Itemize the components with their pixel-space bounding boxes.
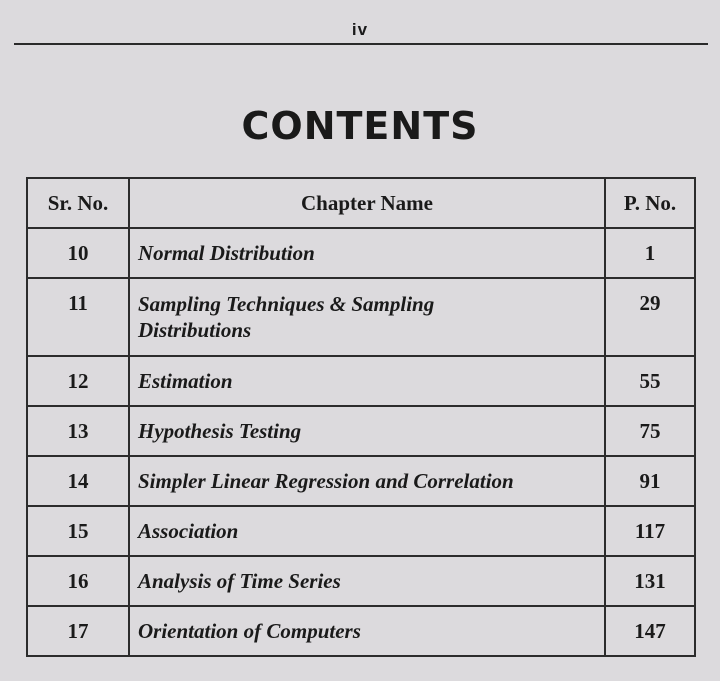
page-no-cell: 75 bbox=[605, 406, 695, 456]
column-header-sr-no: Sr. No. bbox=[27, 178, 129, 228]
chapter-name-cell: Normal Distribution bbox=[129, 228, 605, 278]
table-row bbox=[27, 506, 695, 556]
sr-no-cell: 16 bbox=[27, 556, 129, 606]
table-row bbox=[27, 228, 695, 278]
table-row bbox=[27, 278, 695, 356]
page-number: iv bbox=[351, 20, 369, 39]
sr-no-cell: 11 bbox=[27, 278, 129, 356]
table-row bbox=[27, 406, 695, 456]
chapter-name-cell: Sampling Techniques & Sampling Distributions bbox=[129, 278, 605, 356]
chapter-name-cell: Analysis of Time Series bbox=[129, 556, 605, 606]
chapter-name-cell: Simpler Linear Regression and Correlation bbox=[129, 456, 605, 506]
chapter-name-cell: Association bbox=[129, 506, 605, 556]
page-no-cell: 117 bbox=[605, 506, 695, 556]
page-no-cell: 131 bbox=[605, 556, 695, 606]
sr-no-cell: 10 bbox=[27, 228, 129, 278]
sr-no-cell: 12 bbox=[27, 356, 129, 406]
table-row bbox=[27, 556, 695, 606]
chapter-name-cell: Hypothesis Testing bbox=[129, 406, 605, 456]
sr-no-cell: 14 bbox=[27, 456, 129, 506]
page-no-cell: 1 bbox=[605, 228, 695, 278]
table-header-row bbox=[27, 178, 695, 228]
table-row bbox=[27, 456, 695, 506]
chapter-name-cell: Orientation of Computers bbox=[129, 606, 605, 656]
page-no-cell: 29 bbox=[605, 278, 695, 356]
page-no-cell: 147 bbox=[605, 606, 695, 656]
table-row bbox=[27, 606, 695, 656]
table-row bbox=[27, 356, 695, 406]
column-header-chapter-name: Chapter Name bbox=[129, 178, 605, 228]
page-no-cell: 91 bbox=[605, 456, 695, 506]
page-no-cell: 55 bbox=[605, 356, 695, 406]
sr-no-cell: 13 bbox=[27, 406, 129, 456]
chapter-name-cell: Estimation bbox=[129, 356, 605, 406]
sr-no-cell: 15 bbox=[27, 506, 129, 556]
column-header-page-no: P. No. bbox=[605, 178, 695, 228]
header-rule bbox=[14, 43, 708, 45]
contents-table bbox=[26, 177, 696, 657]
page-title: CONTENTS bbox=[241, 104, 479, 148]
sr-no-cell: 17 bbox=[27, 606, 129, 656]
